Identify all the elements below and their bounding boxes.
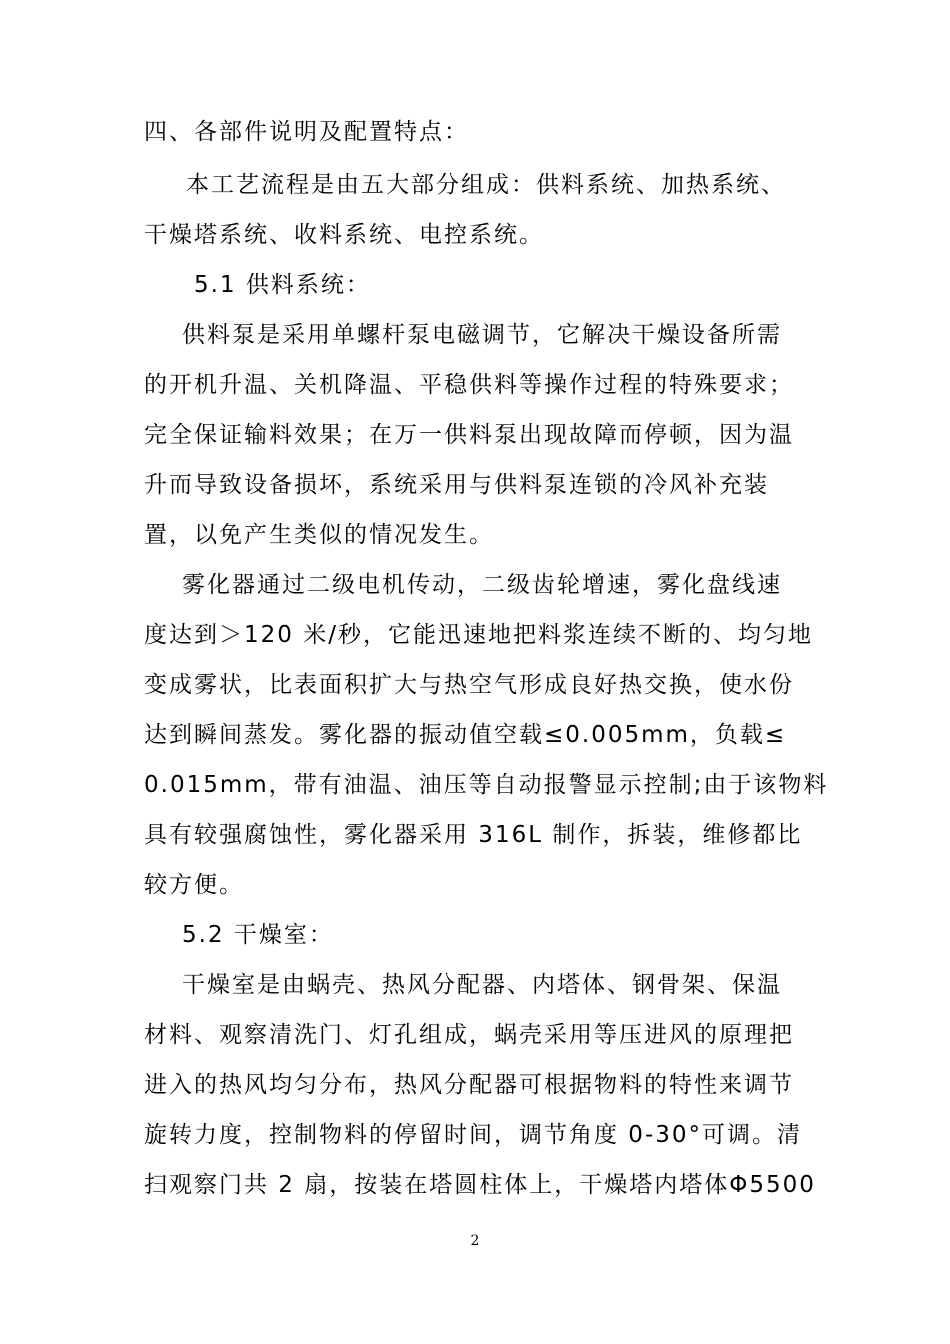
subsection-heading: 5.1 供料系统： <box>194 272 371 298</box>
subsection-heading: 5.2 干燥室： <box>182 922 334 948</box>
paragraph-line: 较方便。 <box>144 872 244 898</box>
paragraph-line: 0.015mm，带有油温、油压等自动报警显示控制;由于该物料 <box>144 772 829 798</box>
paragraph-line: 升而导致设备损坏，系统采用与供料泵连锁的冷风补充装 <box>144 472 769 498</box>
paragraph-line: 度达到＞120 米/秒，它能迅速地把料浆连续不断的、均匀地 <box>144 622 813 648</box>
paragraph-line: 完全保证输料效果；在万一供料泵出现故障而停顿，因为温 <box>144 422 794 448</box>
paragraph-line: 变成雾状，比表面积扩大与热空气形成良好热交换，使水份 <box>144 672 794 698</box>
paragraph-line: 本工艺流程是由五大部分组成：供料系统、加热系统、 <box>186 172 786 198</box>
section-heading: 四、各部件说明及配置特点： <box>144 119 469 145</box>
paragraph-line: 扫观察门共 2 扇，按装在塔圆柱体上，干燥塔内塔体Φ5500 <box>144 1172 816 1198</box>
paragraph-line: 进入的热风均匀分布，热风分配器可根据物料的特性来调节 <box>144 1072 794 1098</box>
paragraph-line: 达到瞬间蒸发。雾化器的振动值空载≤0.005mm，负载≤ <box>144 722 787 748</box>
page-number: 2 <box>470 1233 480 1249</box>
paragraph-line: 材料、观察清洗门、灯孔组成，蜗壳采用等压进风的原理把 <box>144 1022 794 1048</box>
paragraph-line: 具有较强腐蚀性，雾化器采用 316L 制作，拆装，维修都比 <box>144 822 803 848</box>
paragraph-line: 置，以免产生类似的情况发生。 <box>144 522 494 548</box>
paragraph-line: 旋转力度，控制物料的停留时间，调节角度 0-30°可调。清 <box>144 1122 803 1148</box>
paragraph-line: 的开机升温、关机降温、平稳供料等操作过程的特殊要求； <box>144 372 794 398</box>
paragraph-line: 干燥塔系统、收料系统、电控系统。 <box>144 222 544 248</box>
paragraph-line: 干燥室是由蜗壳、热风分配器、内塔体、钢骨架、保温 <box>182 972 782 998</box>
paragraph-line: 供料泵是采用单螺杆泵电磁调节，它解决干燥设备所需 <box>182 322 782 348</box>
paragraph-line: 雾化器通过二级电机传动，二级齿轮增速，雾化盘线速 <box>182 572 782 598</box>
